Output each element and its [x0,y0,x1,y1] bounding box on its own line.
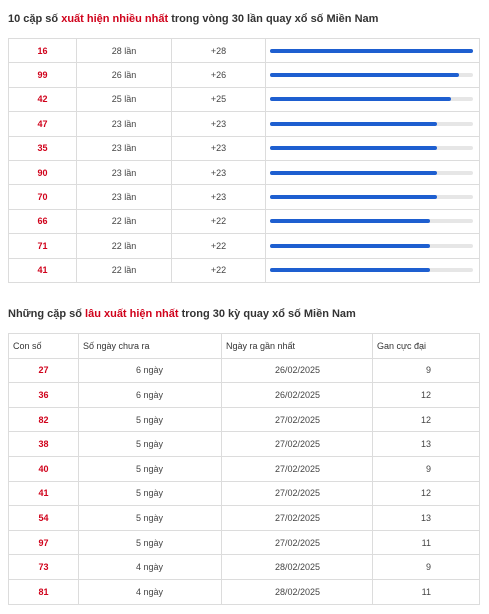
occurrence-delta: +23 [172,160,266,184]
max-gap: 9 [373,358,480,383]
table-row [9,185,480,209]
table-row [9,481,480,506]
table-row [9,432,480,457]
max-gap: 12 [373,407,480,432]
table-row [9,63,480,87]
days-absent: 5 ngày [79,530,222,555]
pair-number: 41 [9,258,77,282]
frequency-bar-fill [270,122,437,126]
frequency-bar-track [270,97,473,101]
header-so-ngay-chua-ra: Số ngày chưa ra [79,334,222,359]
table-row [9,209,480,233]
frequency-bar-fill [270,171,437,175]
longest-absent-table [8,333,480,605]
frequency-bar-fill [270,219,430,223]
frequency-bar-fill [270,244,430,248]
section2-title [8,308,356,320]
frequency-bar-fill [270,49,473,53]
pair-number: 38 [9,432,79,457]
table-row [9,136,480,160]
frequency-bar-cell [266,185,480,209]
table-row [9,456,480,481]
table-row [9,383,480,408]
pair-number: 40 [9,456,79,481]
occurrence-count: 23 lần [77,112,172,136]
pair-number: 90 [9,160,77,184]
occurrence-count: 23 lần [77,185,172,209]
pair-number: 66 [9,209,77,233]
pair-number: 54 [9,506,79,531]
pair-number: 42 [9,87,77,111]
pair-number: 81 [9,579,79,604]
last-appearance-date: 27/02/2025 [222,407,373,432]
table-row [9,579,480,604]
pair-number: 73 [9,555,79,580]
days-absent: 5 ngày [79,456,222,481]
frequency-bar-cell [266,258,480,282]
occurrence-count: 26 lần [77,63,172,87]
pair-number: 82 [9,407,79,432]
table-row [9,555,480,580]
days-absent: 5 ngày [79,481,222,506]
pair-number: 70 [9,185,77,209]
days-absent: 5 ngày [79,432,222,457]
occurrence-count: 23 lần [77,160,172,184]
section1-title-highlight: xuất hiện nhiều nhất [61,13,169,25]
table-row [9,39,480,63]
occurrence-delta: +22 [172,209,266,233]
frequency-bar-fill [270,146,437,150]
frequency-bar-cell [266,87,480,111]
days-absent: 4 ngày [79,579,222,604]
frequency-bar-cell [266,39,480,63]
occurrence-delta: +28 [172,39,266,63]
last-appearance-date: 27/02/2025 [222,506,373,531]
occurrence-delta: +26 [172,63,266,87]
last-appearance-date: 27/02/2025 [222,456,373,481]
last-appearance-date: 28/02/2025 [222,579,373,604]
frequency-bar-track [270,171,473,175]
pair-number: 35 [9,136,77,160]
frequency-bar-track [270,244,473,248]
max-gap: 9 [373,456,480,481]
table-row [9,407,480,432]
frequency-bar-cell [266,112,480,136]
pair-number: 71 [9,234,77,258]
frequency-bar-track [270,49,473,53]
table-row [9,112,480,136]
occurrence-delta: +22 [172,258,266,282]
last-appearance-date: 26/02/2025 [222,358,373,383]
frequency-table [8,38,480,283]
pair-number: 97 [9,530,79,555]
frequency-bar-track [270,73,473,77]
frequency-bar-track [270,219,473,223]
occurrence-delta: +23 [172,112,266,136]
max-gap: 12 [373,383,480,408]
pair-number: 36 [9,383,79,408]
max-gap: 13 [373,432,480,457]
occurrence-delta: +25 [172,87,266,111]
days-absent: 4 ngày [79,555,222,580]
header-gan-cuc-dai: Gan cực đại [373,334,480,359]
table-row [9,258,480,282]
occurrence-delta: +23 [172,185,266,209]
table-row [9,234,480,258]
section2-title-suffix: trong 30 kỳ quay xổ số Miền Nam [178,308,356,320]
frequency-bar-fill [270,195,437,199]
last-appearance-date: 27/02/2025 [222,432,373,457]
last-appearance-date: 26/02/2025 [222,383,373,408]
section1-title-suffix: trong vòng 30 lần quay xổ số Miền Nam [168,13,379,25]
occurrence-delta: +22 [172,234,266,258]
table-header-row [9,334,480,359]
occurrence-count: 25 lần [77,87,172,111]
header-con-so: Con số [9,334,79,359]
frequency-bar-fill [270,73,459,77]
occurrence-count: 23 lần [77,136,172,160]
occurrence-count: 22 lần [77,209,172,233]
frequency-bar-fill [270,268,430,272]
section1-title [8,13,378,25]
max-gap: 9 [373,555,480,580]
frequency-bar-cell [266,234,480,258]
pair-number: 47 [9,112,77,136]
frequency-bar-track [270,146,473,150]
frequency-bar-fill [270,97,451,101]
occurrence-delta: +23 [172,136,266,160]
days-absent: 5 ngày [79,407,222,432]
table-row [9,87,480,111]
max-gap: 11 [373,579,480,604]
max-gap: 12 [373,481,480,506]
occurrence-count: 22 lần [77,234,172,258]
max-gap: 13 [373,506,480,531]
max-gap: 11 [373,530,480,555]
section2-title-prefix: Những cặp số [8,308,86,320]
table-row [9,358,480,383]
table-row [9,160,480,184]
table-row [9,506,480,531]
pair-number: 99 [9,63,77,87]
frequency-bar-track [270,268,473,272]
pair-number: 41 [9,481,79,506]
frequency-bar-cell [266,63,480,87]
frequency-bar-track [270,195,473,199]
frequency-bar-cell [266,209,480,233]
last-appearance-date: 27/02/2025 [222,530,373,555]
frequency-bar-cell [266,160,480,184]
table-row [9,530,480,555]
occurrence-count: 22 lần [77,258,172,282]
pair-number: 27 [9,358,79,383]
last-appearance-date: 28/02/2025 [222,555,373,580]
days-absent: 6 ngày [79,358,222,383]
header-ngay-ra-gan-nhat: Ngày ra gần nhất [222,334,373,359]
pair-number: 16 [9,39,77,63]
frequency-bar-cell [266,136,480,160]
section2-title-highlight: lâu xuất hiện nhất [85,308,179,320]
last-appearance-date: 27/02/2025 [222,481,373,506]
frequency-bar-track [270,122,473,126]
days-absent: 5 ngày [79,506,222,531]
days-absent: 6 ngày [79,383,222,408]
section1-title-prefix: 10 cặp số [8,13,62,25]
occurrence-count: 28 lần [77,39,172,63]
